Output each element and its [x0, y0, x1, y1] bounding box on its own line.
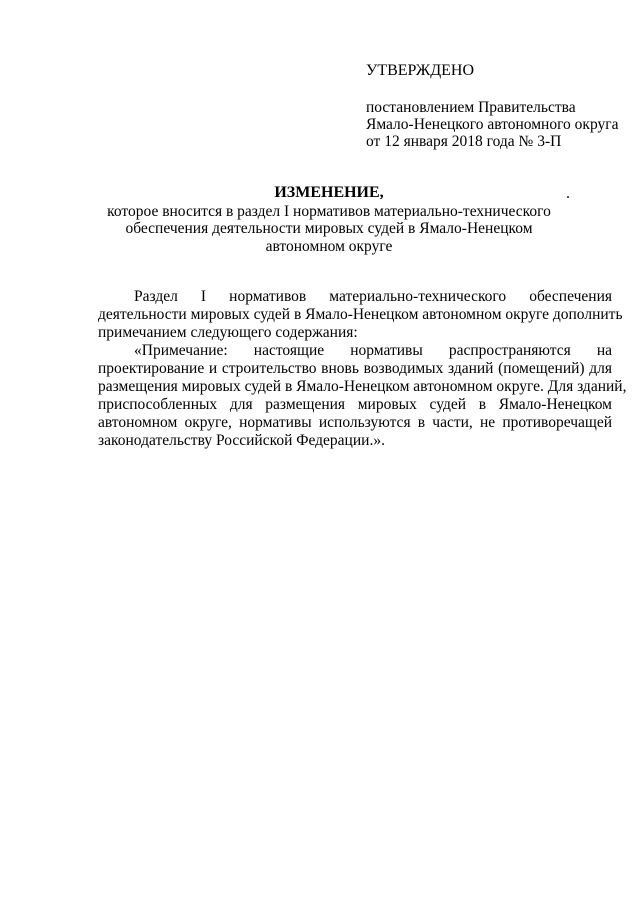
approval-line-2: Ямало-Ненецкого автономного округа — [366, 116, 619, 133]
document-body — [98, 288, 627, 450]
paragraph-2 — [98, 342, 627, 450]
paragraph-2-line-3: размещения мировых судей в Ямало-Ненецком автономном округе. Для зданий, — [98, 378, 627, 395]
heading-title: ИЗМЕНЕНИЕ, — [274, 184, 384, 201]
heading-line-3: автономном округе — [265, 237, 393, 255]
paragraph-1-line-3: примечанием следующего содержания: — [98, 324, 358, 341]
heading-line-1: которое вносится в раздел I нормативов материально-технического — [107, 202, 551, 220]
heading-line-2: обеспечения деятельности мировых судей в Ямало-Ненецком — [125, 220, 533, 237]
approval-stamp — [366, 62, 618, 150]
approval-line-1: постановлением Правительства — [366, 99, 576, 116]
scan-speck — [567, 196, 569, 198]
paragraph-1-line-2: деятельности мировых судей в Ямало-Ненецком автономном округе дополнить — [98, 306, 623, 323]
approval-line-3: от 12 января 2018 года № 3-П — [366, 133, 562, 150]
document-heading — [100, 184, 558, 255]
paragraph-2-line-1: «Примечание: настоящие нормативы распространяются на — [134, 342, 612, 359]
paragraph-1 — [98, 288, 623, 342]
paragraph-2-line-2: проектирование и строительство вновь возводимых зданий (помещений) для — [98, 360, 612, 377]
approved-label: УТВЕРЖДЕНО — [366, 62, 475, 79]
paragraph-1-line-1: Раздел I нормативов материально-технического обеспечения — [134, 288, 612, 305]
paragraph-2-line-4: приспособленных для размещения мировых судей в Ямало-Ненецком — [98, 396, 612, 413]
paragraph-2-line-5: автономном округе, нормативы используются в части, не противоречащей — [98, 414, 612, 431]
paragraph-2-line-6: законодательству Российской Федерации.». — [98, 432, 385, 449]
